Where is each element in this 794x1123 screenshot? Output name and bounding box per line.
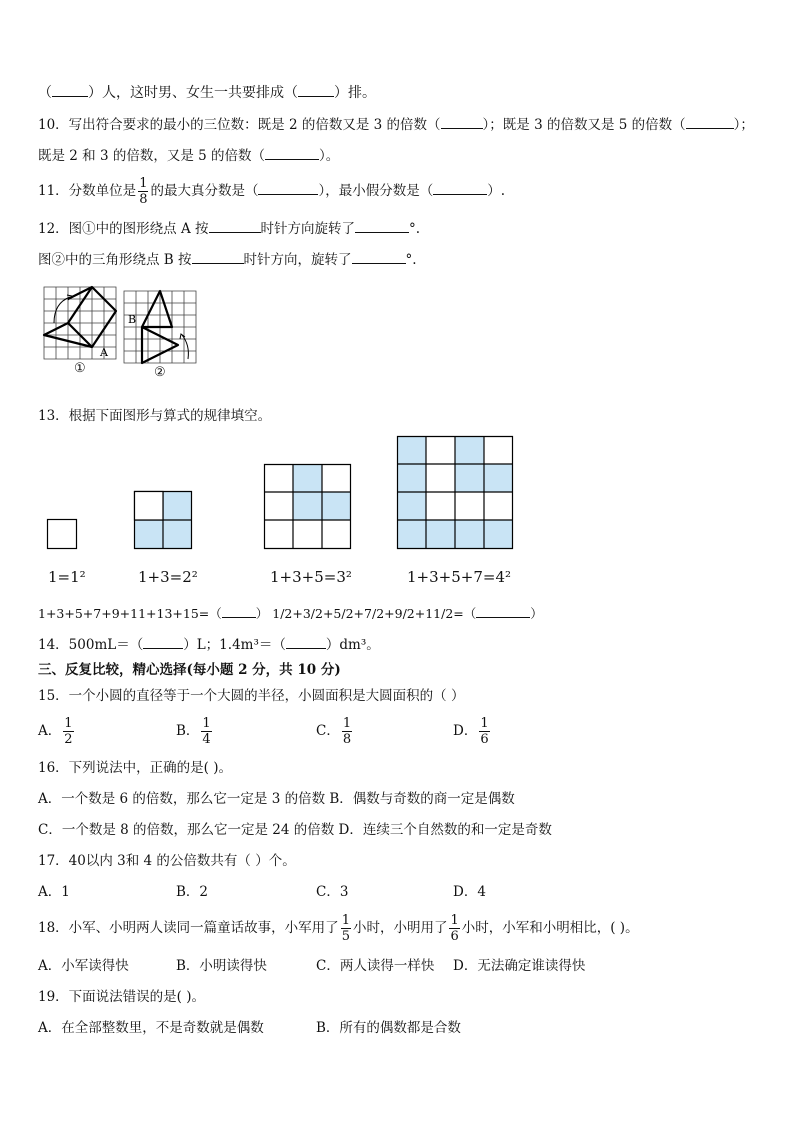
question-13-title: 13．根据下面图形与算式的规律填空。: [38, 408, 272, 424]
q18-option-d[interactable]: D．无法确定谁读得快: [453, 958, 586, 974]
q15-option-d[interactable]: D． $\frac{1}{6}$: [453, 716, 489, 747]
square-2x2: [134, 491, 192, 549]
question-10-line2: 既是 2 和 3 的倍数，又是 5 的倍数（ ）。: [38, 148, 340, 164]
answer-blank[interactable]: [192, 250, 244, 264]
square-4x4: [397, 436, 513, 549]
square-3x3: [264, 464, 351, 549]
answer-blank[interactable]: [433, 181, 487, 195]
answer-blank[interactable]: [143, 635, 183, 649]
answer-blank[interactable]: [298, 83, 334, 97]
q19-option-a[interactable]: A．在全部整数里，不是奇数就是偶数: [38, 1020, 264, 1036]
formula-1: 1=1²: [48, 568, 86, 586]
question-14: 14．500mL＝（ ）L；1.4m³＝（ ）dm³。: [38, 637, 380, 653]
question-15-stem: 15．一个小圆的直径等于一个大圆的半径，小圆面积是大圆面积的（ ）: [38, 688, 465, 704]
q16-options-cd[interactable]: C．一个数是 8 的倍数，那么它一定是 24 的倍数 D．连续三个自然数的和一定是奇数: [38, 822, 552, 838]
question-19-stem: 19．下面说法错误的是( )。: [38, 989, 206, 1005]
answer-blank[interactable]: [352, 250, 406, 264]
answer-blank[interactable]: [355, 219, 409, 233]
q16-options-ab[interactable]: A．一个数是 6 的倍数，那么它一定是 3 的倍数 B．偶数与奇数的商一定是偶数: [38, 791, 515, 807]
answer-blank[interactable]: [209, 219, 261, 233]
question-16-stem: 16．下列说法中，正确的是( )。: [38, 760, 233, 776]
question-10: 10．写出符合要求的最小的三位数：既是 2 的倍数又是 3 的倍数（ ）；既是 3 的倍数又是 5 的倍数（ ）；: [38, 117, 754, 133]
fraction: $\frac{1}{5}$: [341, 913, 350, 944]
question-17-stem: 17．40以内 3和 4 的公倍数共有（ ）个。: [38, 853, 296, 869]
rotation-figure-2: [124, 291, 196, 363]
formula-3: 1+3+5=3²: [270, 568, 352, 586]
question-12-line2: 图②中的三角形绕点 B 按 时针方向，旋转了 °.: [38, 252, 417, 268]
section-3-heading: 三、反复比较，精心选择(每小题 2 分，共 10 分): [38, 662, 341, 678]
point-b-label: B: [128, 313, 137, 326]
q17-option-d[interactable]: D．4: [453, 884, 486, 900]
q18-option-a[interactable]: A．小军读得快: [38, 958, 129, 974]
q15-option-a[interactable]: A． $\frac{1}{2}$: [38, 716, 73, 747]
question-13-fill: 1+3+5+7+9+11+13+15=（ ） 1/2+3/2+5/2+7/2+9/2+11/2=（ ）: [38, 606, 543, 621]
fraction: $\frac{1}{6}$: [450, 913, 459, 944]
answer-blank[interactable]: [286, 635, 326, 649]
answer-blank[interactable]: [476, 604, 530, 618]
q9-continuation: （ ）人，这时男、女生一共要排成（ ）排。: [38, 85, 376, 101]
q18-option-c[interactable]: C．两人读得一样快: [316, 958, 435, 974]
question-18-stem: 18．小军、小明两人读同一篇童话故事，小军用了 $\frac{1}{5}$ 小时，小明用了 $\frac{1}{6}$ 小时，小军和小明相比，( )。: [38, 913, 639, 944]
q15-option-b[interactable]: B． $\frac{1}{4}$: [176, 716, 211, 747]
fraction: $\frac{1}{8}$: [139, 176, 148, 207]
answer-blank[interactable]: [52, 83, 88, 97]
q17-option-a[interactable]: A．1: [38, 884, 70, 900]
q15-option-c[interactable]: C． $\frac{1}{8}$: [316, 716, 352, 747]
point-a-label: A: [100, 346, 108, 359]
square-1x1: [47, 519, 77, 549]
q18-option-b[interactable]: B．小明读得快: [176, 958, 267, 974]
formula-2: 1+3=2²: [138, 568, 198, 586]
question-12: 12．图①中的图形绕点 A 按 时针方向旋转了 °.: [38, 221, 421, 237]
figure-1-caption: ①: [74, 361, 86, 376]
answer-blank[interactable]: [265, 146, 319, 160]
q19-option-b[interactable]: B．所有的偶数都是合数: [316, 1020, 461, 1036]
answer-blank[interactable]: [258, 181, 318, 195]
answer-blank[interactable]: [222, 604, 256, 618]
answer-blank[interactable]: [686, 115, 734, 129]
question-11: 11．分数单位是 $\frac{1}{8}$ 的最大真分数是（ ），最小假分数是（ ）.: [38, 176, 506, 207]
q17-option-b[interactable]: B．2: [176, 884, 209, 900]
q17-option-c[interactable]: C．3: [316, 884, 349, 900]
formula-4: 1+3+5+7=4²: [407, 568, 512, 586]
rotation-figure-1: [44, 287, 116, 359]
answer-blank[interactable]: [441, 115, 483, 129]
figure-2-caption: ②: [154, 365, 166, 380]
